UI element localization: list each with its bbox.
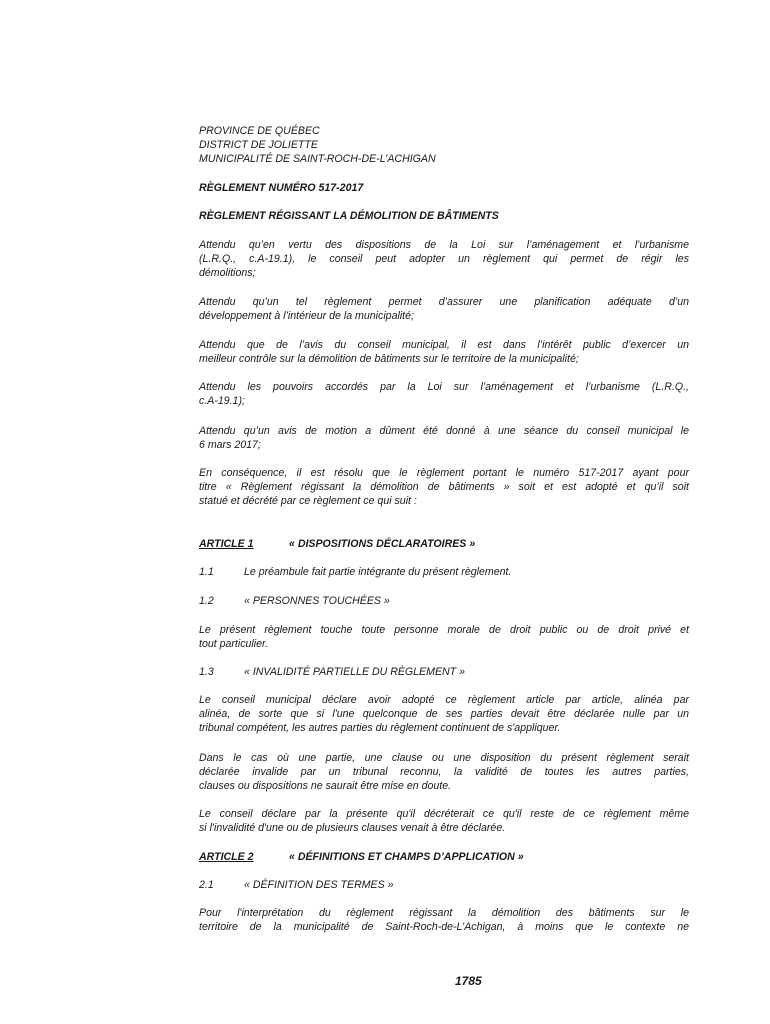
section-2-1-title: « DÉFINITION DES TERMES » xyxy=(244,879,394,891)
section-1-1-text: Le préambule fait partie intégrante du présent règlement. xyxy=(244,566,512,578)
preamble-paragraph-3: Attendu que de l’avis du conseil municipal, il est dans l’intérêt public d’exercer un meilleur contrôle sur la démolition de bâtiments sur le territoire de la municipalité; xyxy=(199,339,689,365)
section-2-1 xyxy=(199,878,689,892)
section-1-2-number: 1.2 xyxy=(199,595,214,607)
header-municipality: MUNICIPALITÉ DE SAINT-ROCH-DE-L’ACHIGAN xyxy=(199,153,436,165)
preamble-paragraph-4: Attendu les pouvoirs accordés par la Loi sur l’aménagement et l’urbanisme (L.R.Q., c.A-19.1); xyxy=(199,381,689,407)
page-number: 1785 xyxy=(455,974,482,988)
reglement-number: RÈGLEMENT NUMÉRO 517-2017 xyxy=(199,182,364,194)
section-1-2-title: « PERSONNES TOUCHÉES » xyxy=(244,595,390,607)
preamble-paragraph-2: Attendu qu’un tel règlement permet d’assurer une planification adéquate d’un développement à l’intérieur de la municipalité; xyxy=(199,296,689,322)
preamble-paragraph-1: Attendu qu’en vertu des dispositions de la Loi sur l’aménagement et l’urbanisme (L.R.Q., c.A-19.1), le conseil peut adopter un règlement qui permet de régir les démolitions; xyxy=(199,239,689,279)
section-2-1-paragraph: Pour l'interprétation du règlement régissant la démolition des bâtiments sur le territoire de la municipalité de Saint-Roch-de-L’Achigan, à moins que le contexte ne xyxy=(199,907,689,933)
header-province: PROVINCE DE QUÉBEC xyxy=(199,125,320,137)
reglement-title: RÈGLEMENT RÉGISSANT LA DÉMOLITION DE BÂTIMENTS xyxy=(199,210,499,222)
article-1-title: « DISPOSITIONS DÉCLARATOIRES » xyxy=(289,538,476,550)
preamble-paragraph-5: Attendu qu’un avis de motion a dûment été donné à une séance du conseil municipal le 6 mars 2017; xyxy=(199,425,689,451)
section-2-1-number: 2.1 xyxy=(199,879,214,891)
article-2-heading xyxy=(199,850,689,864)
article-2-label: ARTICLE 2 xyxy=(199,851,254,863)
preamble-paragraph-6: En conséquence, il est résolu que le règlement portant le numéro 517-2017 ayant pour titre « Règlement régissant la démolition de bâtiments » soit et est adopté et qu’il soit statué et décrété par ce règlement ce qui suit : xyxy=(199,467,689,507)
section-1-3-number: 1.3 xyxy=(199,666,214,678)
section-1-3-paragraph-3: Le conseil déclare par la présente qu'il décréterait ce qu'il reste de ce règlement même si l'invalidité d'une ou de plusieurs clauses venait à être déclarée. xyxy=(199,808,689,834)
article-1-heading xyxy=(199,537,689,551)
section-1-1 xyxy=(199,565,689,579)
article-2-title: « DÉFINITIONS ET CHAMPS D’APPLICATION » xyxy=(289,851,524,863)
section-1-3-title: « INVALIDITÉ PARTIELLE DU RÈGLEMENT » xyxy=(244,666,465,678)
header-district: DISTRICT DE JOLIETTE xyxy=(199,139,318,151)
article-1-label: ARTICLE 1 xyxy=(199,538,254,550)
section-1-2 xyxy=(199,594,689,608)
section-1-3 xyxy=(199,665,689,679)
section-1-1-number: 1.1 xyxy=(199,566,214,578)
section-1-3-paragraph-1: Le conseil municipal déclare avoir adopté ce règlement article par article, alinéa par alinéa, de sorte que si l'une quelconque de ses parties devait être déclarée nulle par un tribunal compétent, les autres parties du règlement continuent de s'appliquer. xyxy=(199,694,689,734)
section-1-2-paragraph: Le présent règlement touche toute personne morale de droit public ou de droit privé et tout particulier. xyxy=(199,624,689,650)
section-1-3-paragraph-2: Dans le cas où une partie, une clause ou une disposition du présent règlement serait déclarée invalide par un tribunal reconnu, la validité de toutes les autres parties, clauses ou dispositions ne saurait être mise en doute. xyxy=(199,752,689,792)
